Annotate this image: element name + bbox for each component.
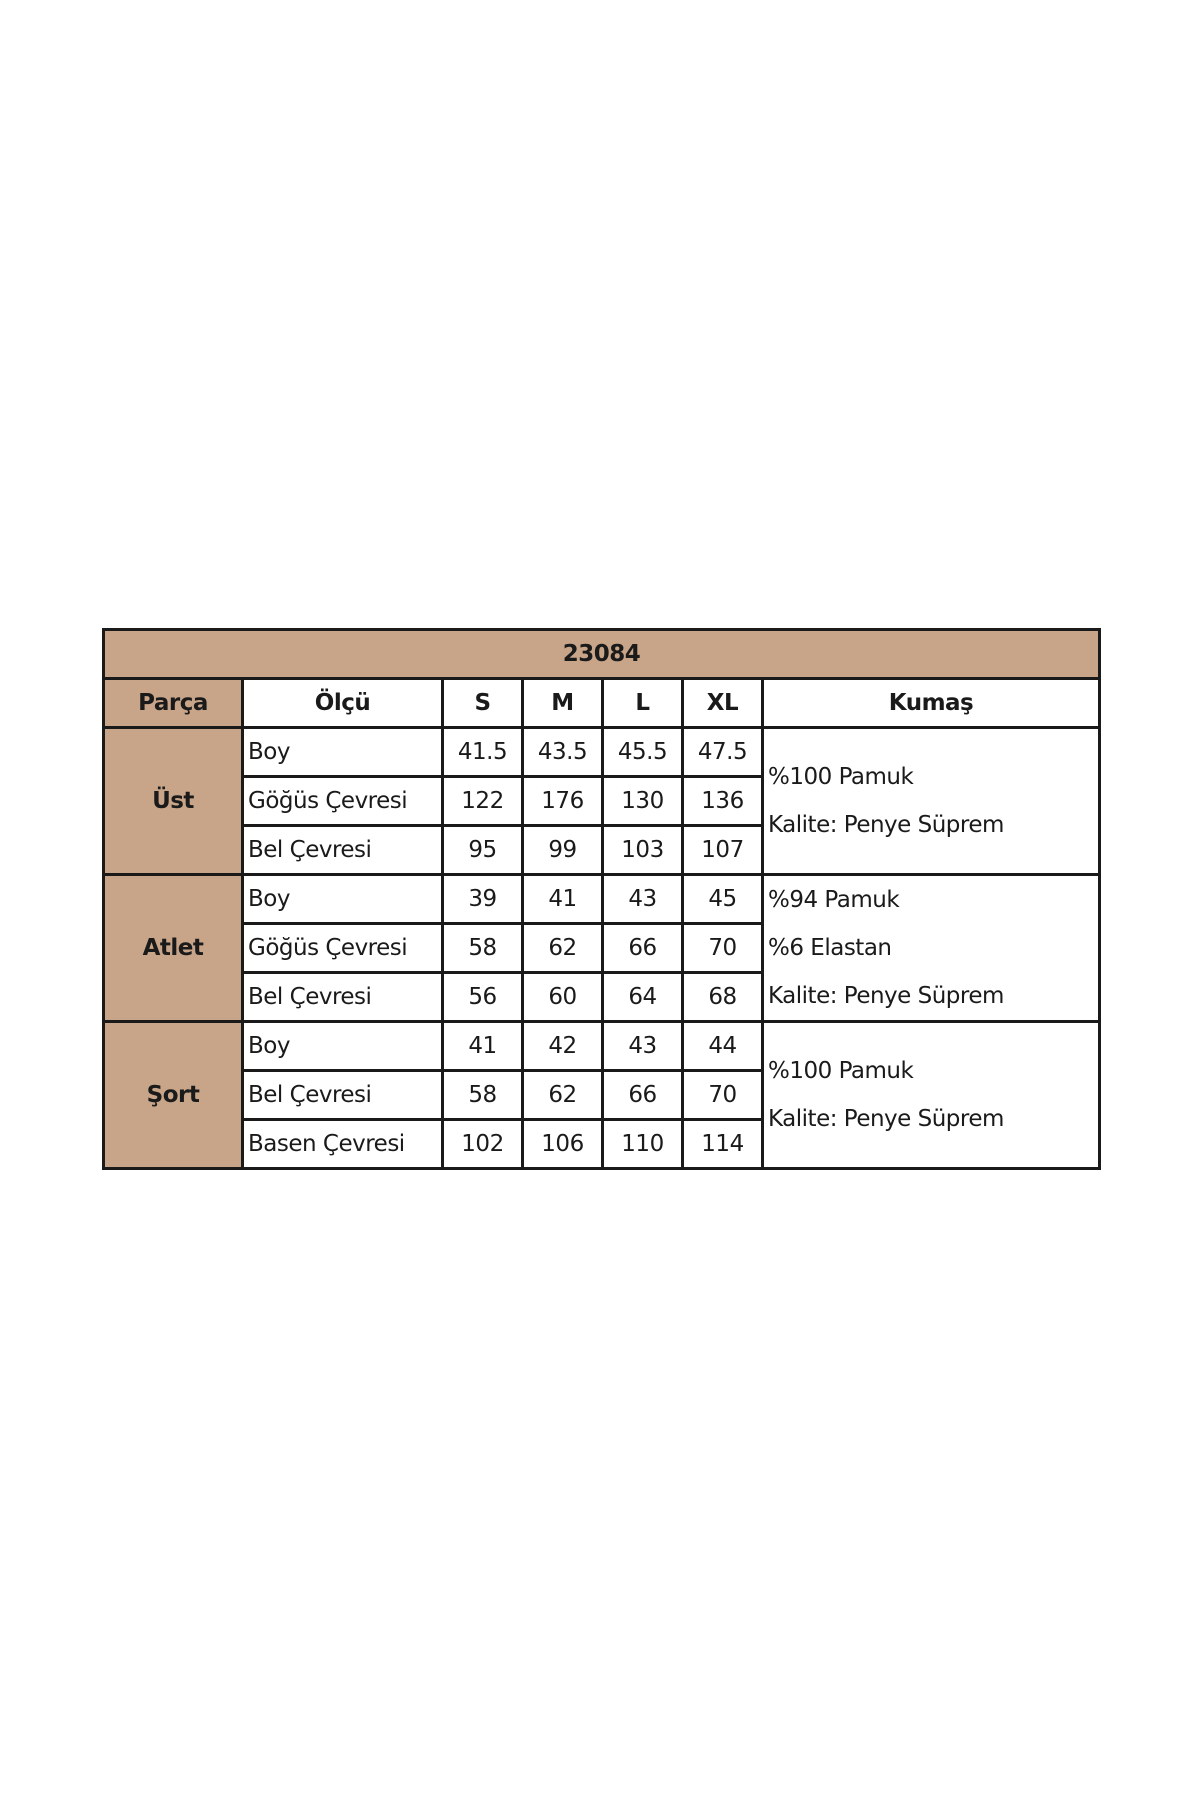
part-cell-atlet: Atlet bbox=[104, 875, 243, 1022]
fabric-cell-atlet bbox=[763, 875, 1100, 1022]
size-value: 56 bbox=[443, 973, 523, 1022]
size-value: 45.5 bbox=[603, 728, 683, 777]
size-value: 41.5 bbox=[443, 728, 523, 777]
size-value: 95 bbox=[443, 826, 523, 875]
header-fabric: Kumaş bbox=[763, 679, 1100, 728]
fabric-line: %100 Pamuk bbox=[768, 1058, 914, 1084]
size-value: 70 bbox=[683, 1071, 763, 1120]
table-row bbox=[104, 728, 1100, 777]
measure-label: Göğüs Çevresi bbox=[243, 777, 443, 826]
header-size-l: L bbox=[603, 679, 683, 728]
size-value: 64 bbox=[603, 973, 683, 1022]
header-part: Parça bbox=[104, 679, 243, 728]
size-value: 110 bbox=[603, 1120, 683, 1169]
fabric-line: Kalite: Penye Süprem bbox=[768, 812, 1004, 838]
measure-label: Göğüs Çevresi bbox=[243, 924, 443, 973]
table-row bbox=[104, 875, 1100, 924]
size-value: 176 bbox=[523, 777, 603, 826]
header-measure: Ölçü bbox=[243, 679, 443, 728]
fabric-line: %6 Elastan bbox=[768, 935, 892, 961]
size-value: 103 bbox=[603, 826, 683, 875]
size-value: 66 bbox=[603, 1071, 683, 1120]
size-value: 106 bbox=[523, 1120, 603, 1169]
measure-label: Bel Çevresi bbox=[243, 826, 443, 875]
measure-label: Boy bbox=[243, 728, 443, 777]
part-cell-sort: Şort bbox=[104, 1022, 243, 1169]
measure-label: Bel Çevresi bbox=[243, 1071, 443, 1120]
header-size-s: S bbox=[443, 679, 523, 728]
size-value: 62 bbox=[523, 924, 603, 973]
size-chart-table bbox=[102, 628, 1101, 1170]
size-value: 44 bbox=[683, 1022, 763, 1071]
size-value: 39 bbox=[443, 875, 523, 924]
fabric-line: Kalite: Penye Süprem bbox=[768, 983, 1004, 1009]
fabric-line: %100 Pamuk bbox=[768, 764, 914, 790]
measure-label: Basen Çevresi bbox=[243, 1120, 443, 1169]
measure-label: Boy bbox=[243, 875, 443, 924]
size-value: 45 bbox=[683, 875, 763, 924]
header-size-xl: XL bbox=[683, 679, 763, 728]
header-row bbox=[104, 679, 1100, 728]
part-cell-ust: Üst bbox=[104, 728, 243, 875]
fabric-cell-ust bbox=[763, 728, 1100, 875]
fabric-line: %94 Pamuk bbox=[768, 887, 900, 913]
product-code-title: 23084 bbox=[104, 630, 1100, 679]
size-value: 43.5 bbox=[523, 728, 603, 777]
header-size-m: M bbox=[523, 679, 603, 728]
size-value: 42 bbox=[523, 1022, 603, 1071]
size-value: 130 bbox=[603, 777, 683, 826]
size-value: 102 bbox=[443, 1120, 523, 1169]
fabric-line: Kalite: Penye Süprem bbox=[768, 1106, 1004, 1132]
size-value: 41 bbox=[523, 875, 603, 924]
measure-label: Bel Çevresi bbox=[243, 973, 443, 1022]
size-value: 62 bbox=[523, 1071, 603, 1120]
size-value: 60 bbox=[523, 973, 603, 1022]
fabric-cell-sort bbox=[763, 1022, 1100, 1169]
size-value: 107 bbox=[683, 826, 763, 875]
size-value: 58 bbox=[443, 924, 523, 973]
size-value: 70 bbox=[683, 924, 763, 973]
size-value: 136 bbox=[683, 777, 763, 826]
size-value: 66 bbox=[603, 924, 683, 973]
table-row bbox=[104, 1022, 1100, 1071]
size-value: 43 bbox=[603, 875, 683, 924]
size-value: 114 bbox=[683, 1120, 763, 1169]
size-value: 68 bbox=[683, 973, 763, 1022]
size-value: 58 bbox=[443, 1071, 523, 1120]
measure-label: Boy bbox=[243, 1022, 443, 1071]
size-value: 43 bbox=[603, 1022, 683, 1071]
size-value: 122 bbox=[443, 777, 523, 826]
size-value: 47.5 bbox=[683, 728, 763, 777]
size-value: 41 bbox=[443, 1022, 523, 1071]
size-value: 99 bbox=[523, 826, 603, 875]
